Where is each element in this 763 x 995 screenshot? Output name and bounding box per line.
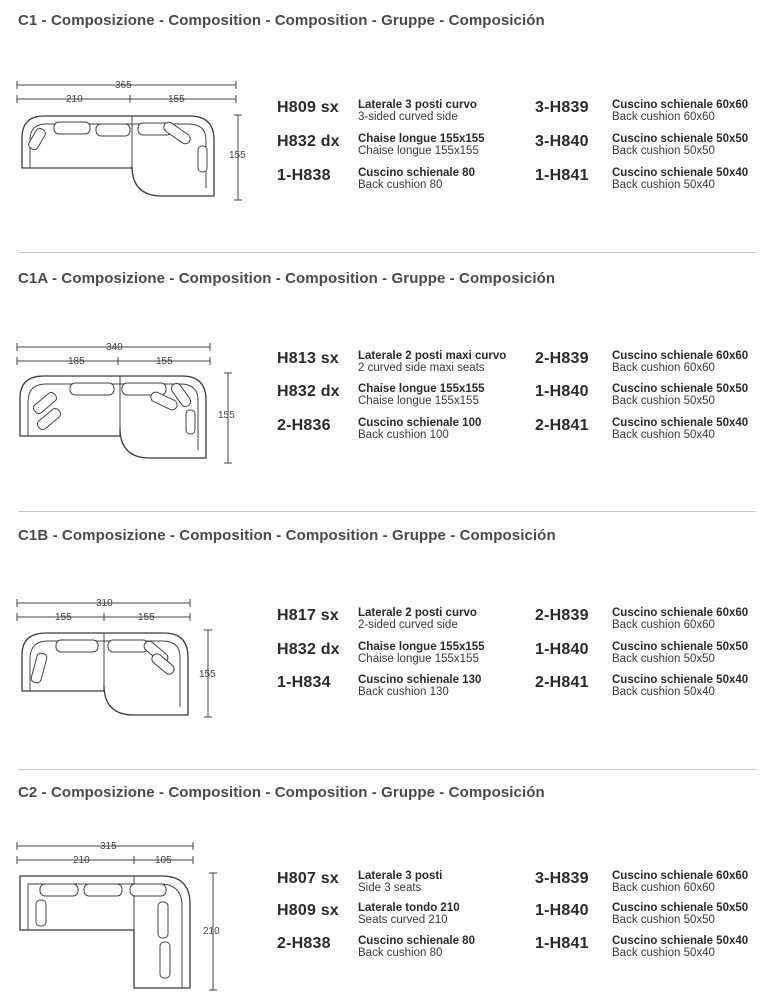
item-code: H809 sx <box>277 902 339 919</box>
item-name-it: Cuscino schienale 50x50 <box>612 902 749 914</box>
item-code: 2-H838 <box>277 935 331 952</box>
section-divider <box>18 252 756 253</box>
dim-left: 210 <box>73 855 90 866</box>
item-name-en: Seats curved 210 <box>358 914 448 926</box>
section-divider <box>18 769 756 770</box>
item-code: 2-H839 <box>535 350 589 367</box>
item-name-it: Cuscino schienale 100 <box>358 417 482 429</box>
item-name-en: 3-sided curved side <box>358 111 458 123</box>
item-right-3 <box>0 674 763 704</box>
item-right-1 <box>0 870 763 900</box>
item-name-en: Back cushion 60x60 <box>612 882 715 894</box>
item-code: H832 dx <box>277 641 340 658</box>
item-description <box>612 350 748 374</box>
item-name-it: Cuscino schienale 50x40 <box>612 167 749 179</box>
item-description <box>612 133 748 157</box>
item-name-en: Back cushion 50x50 <box>612 145 715 157</box>
item-code: 1-H840 <box>535 641 589 658</box>
item-name-en: Back cushion 50x50 <box>612 914 715 926</box>
item-right-1 <box>0 99 763 129</box>
item-right-3 <box>0 417 763 447</box>
dim-total: 340 <box>106 342 123 353</box>
item-name-it: Laterale 2 posti curvo <box>358 607 477 619</box>
item-description <box>612 607 748 631</box>
composition-c2 <box>0 772 763 995</box>
item-code: H813 sx <box>277 350 339 367</box>
item-name-en: Back cushion 60x60 <box>612 619 715 631</box>
item-right-2 <box>0 902 763 932</box>
sofa-diagram-c1 <box>0 0 280 258</box>
item-name-it: Chaise longue 155x155 <box>358 383 485 395</box>
item-code: 1-H841 <box>535 935 589 952</box>
item-code: 1-H834 <box>277 674 331 691</box>
item-code: 1-H840 <box>535 902 589 919</box>
item-name-it: Cuscino schienale 50x40 <box>612 417 749 429</box>
dim-right: 155 <box>138 612 155 623</box>
item-description <box>612 674 748 698</box>
section-title: C1A - Composizione - Composition - Composition - Gruppe - Composición <box>18 270 556 287</box>
dim-depth: 155 <box>229 150 246 161</box>
item-name-it: Cuscino schienale 130 <box>358 674 482 686</box>
item-name-en: Back cushion 50x40 <box>612 179 715 191</box>
item-description <box>612 870 748 894</box>
item-name-en: Back cushion 50x50 <box>612 395 715 407</box>
section-divider <box>18 511 756 512</box>
item-name-en: Back cushion 50x50 <box>612 653 715 665</box>
section-title: C1 - Composizione - Composition - Composition - Gruppe - Composición <box>18 12 545 29</box>
item-right-3 <box>0 167 763 197</box>
composition-c1 <box>0 0 763 258</box>
dim-left: 185 <box>68 356 85 367</box>
item-name-it: Cuscino schienale 50x50 <box>612 641 749 653</box>
item-name-it: Cuscino schienale 60x60 <box>612 350 749 362</box>
item-code: 1-H840 <box>535 383 589 400</box>
item-right-1 <box>0 607 763 637</box>
item-code: 3-H839 <box>535 99 589 116</box>
item-code: 2-H841 <box>535 674 589 691</box>
item-description <box>612 935 748 959</box>
dim-total: 315 <box>100 841 117 852</box>
item-name-en: Back cushion 130 <box>358 686 449 698</box>
item-name-it: Chaise longue 155x155 <box>358 641 485 653</box>
item-code: H832 dx <box>277 133 340 150</box>
item-right-1 <box>0 350 763 380</box>
item-description <box>612 641 748 665</box>
item-name-en: 2-sided curved side <box>358 619 458 631</box>
item-name-it: Cuscino schienale 50x50 <box>612 133 749 145</box>
composition-c1a <box>0 258 763 516</box>
item-description <box>612 383 748 407</box>
item-name-it: Cuscino schienale 50x40 <box>612 674 749 686</box>
item-name-it: Cuscino schienale 50x40 <box>612 935 749 947</box>
item-name-it: Cuscino schienale 80 <box>358 935 475 947</box>
item-name-it: Chaise longue 155x155 <box>358 133 485 145</box>
item-name-it: Laterale tondo 210 <box>358 902 460 914</box>
item-name-it: Cuscino schienale 50x50 <box>612 383 749 395</box>
item-name-en: Side 3 seats <box>358 882 422 894</box>
item-right-2 <box>0 641 763 671</box>
item-name-en: Back cushion 60x60 <box>612 362 715 374</box>
item-name-it: Cuscino schienale 60x60 <box>612 870 749 882</box>
item-code: H809 sx <box>277 99 339 116</box>
item-right-2 <box>0 133 763 163</box>
item-name-en: Chaise longue 155x155 <box>358 145 479 157</box>
dim-depth: 155 <box>199 669 216 680</box>
item-name-it: Laterale 3 posti curvo <box>358 99 477 111</box>
item-code: 1-H838 <box>277 167 331 184</box>
item-code: 2-H836 <box>277 417 331 434</box>
item-code: 1-H841 <box>535 167 589 184</box>
item-code: H817 sx <box>277 607 339 624</box>
dim-left: 210 <box>66 94 83 105</box>
dim-total: 310 <box>96 598 113 609</box>
item-description <box>612 902 748 926</box>
item-name-it: Cuscino schienale 60x60 <box>612 607 749 619</box>
dim-left: 155 <box>55 612 72 623</box>
item-code: 3-H840 <box>535 133 589 150</box>
item-code: 2-H841 <box>535 417 589 434</box>
item-code: H807 sx <box>277 870 339 887</box>
item-right-2 <box>0 383 763 413</box>
item-name-en: Back cushion 50x40 <box>612 429 715 441</box>
item-name-en: Chaise longue 155x155 <box>358 395 479 407</box>
item-name-en: Back cushion 100 <box>358 429 449 441</box>
item-name-it: Cuscino schienale 80 <box>358 167 475 179</box>
dim-depth: 210 <box>203 926 220 937</box>
section-title: C1B - Composizione - Composition - Composition - Gruppe - Composición <box>18 527 556 544</box>
item-code: 3-H839 <box>535 870 589 887</box>
item-name-it: Cuscino schienale 60x60 <box>612 99 749 111</box>
item-name-it: Laterale 2 posti maxi curvo <box>358 350 507 362</box>
dim-right: 105 <box>155 855 172 866</box>
item-code: H832 dx <box>277 383 340 400</box>
item-name-en: Chaise longue 155x155 <box>358 653 479 665</box>
item-code: 2-H839 <box>535 607 589 624</box>
item-name-en: Back cushion 50x40 <box>612 686 715 698</box>
item-description <box>612 99 748 123</box>
dim-depth: 155 <box>218 410 235 421</box>
dim-right: 155 <box>156 356 173 367</box>
section-title: C2 - Composizione - Composition - Composition - Gruppe - Composición <box>18 784 545 801</box>
item-name-en: Back cushion 50x40 <box>612 947 715 959</box>
item-right-3 <box>0 935 763 965</box>
dim-right: 155 <box>168 94 185 105</box>
item-description <box>612 417 748 441</box>
item-name-en: Back cushion 60x60 <box>612 111 715 123</box>
dim-total: 365 <box>115 80 132 91</box>
item-description <box>612 167 748 191</box>
composition-c1b <box>0 515 763 773</box>
item-name-it: Laterale 3 posti <box>358 870 443 882</box>
item-name-en: 2 curved side maxi seats <box>358 362 485 374</box>
item-name-en: Back cushion 80 <box>358 179 443 191</box>
item-name-en: Back cushion 80 <box>358 947 443 959</box>
